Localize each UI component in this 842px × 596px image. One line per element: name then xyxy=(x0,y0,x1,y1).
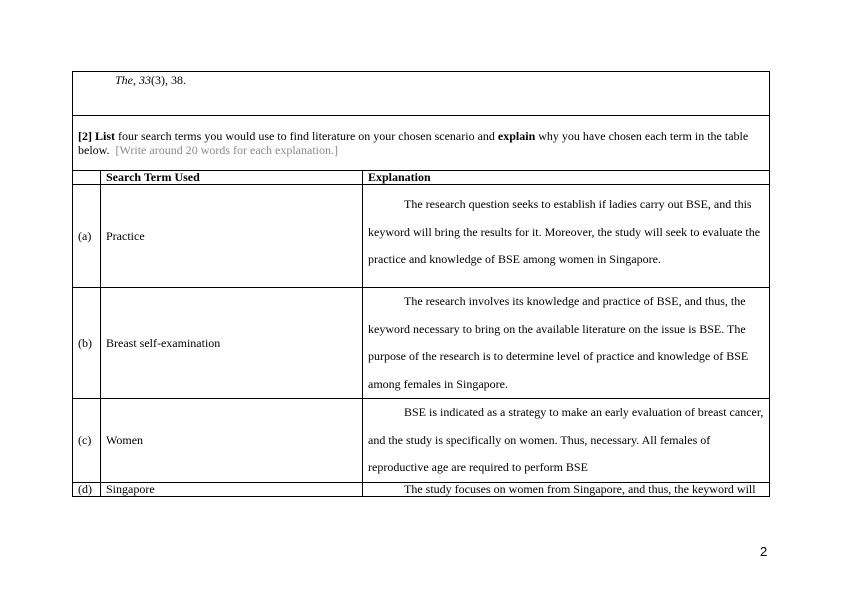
reference-journal: The xyxy=(115,73,133,87)
question-verb-explain: explain xyxy=(497,129,536,143)
row-label: (a) xyxy=(73,185,101,288)
reference-volume: 33 xyxy=(139,73,151,87)
row-explanation: The research involves its knowledge and practice of BSE, and thus, the keyword necessary to bring on the available literature on the issue is BSE. The purpose of the research is to determine level of practice and knowledge of BSE among females in Singapore. xyxy=(363,288,770,399)
row-term: Practice xyxy=(101,185,363,288)
table-row xyxy=(73,482,770,496)
row-term: Women xyxy=(101,399,363,483)
header-blank-cell xyxy=(73,171,101,185)
question-verb-list: List xyxy=(95,129,116,143)
reference-cell xyxy=(73,72,770,116)
question-text-2: why you have chosen each term in the table below. xyxy=(78,129,749,157)
row-explanation: The research question seeks to establish if ladies carry out BSE, and this keyword will bring the results for it. Moreover, the study will seek to evaluate the practice and knowledge of BSE among women in Singapore. xyxy=(363,185,770,288)
row-label: (c) xyxy=(73,399,101,483)
row-label: (b) xyxy=(73,288,101,399)
table-header-row xyxy=(73,171,770,185)
reference-row xyxy=(73,72,770,116)
question-row xyxy=(73,116,770,171)
question-hint: [Write around 20 words for each explanation.] xyxy=(115,143,338,157)
reference-separator: , xyxy=(133,73,139,87)
reference-issue-pages: (3), 38. xyxy=(151,73,186,87)
question-text-1: four search terms you would use to find literature on your chosen scenario and xyxy=(115,129,498,143)
page-number: 2 xyxy=(760,544,768,559)
table-row xyxy=(73,288,770,399)
header-explanation: Explanation xyxy=(363,171,770,185)
row-term: Breast self-examination xyxy=(101,288,363,399)
document-table xyxy=(72,71,770,497)
question-number: [2] xyxy=(78,129,92,143)
row-label: (d) xyxy=(73,482,101,496)
row-explanation: The study focuses on women from Singapore, and thus, the keyword will xyxy=(363,482,770,496)
table-row xyxy=(73,399,770,483)
question-cell xyxy=(73,116,770,171)
row-explanation: BSE is indicated as a strategy to make an early evaluation of breast cancer, and the study is specifically on women. Thus, necessary. All females of reproductive age are required to perform BSE xyxy=(363,399,770,483)
table-row xyxy=(73,185,770,288)
row-term: Singapore xyxy=(101,482,363,496)
header-search-term: Search Term Used xyxy=(101,171,363,185)
